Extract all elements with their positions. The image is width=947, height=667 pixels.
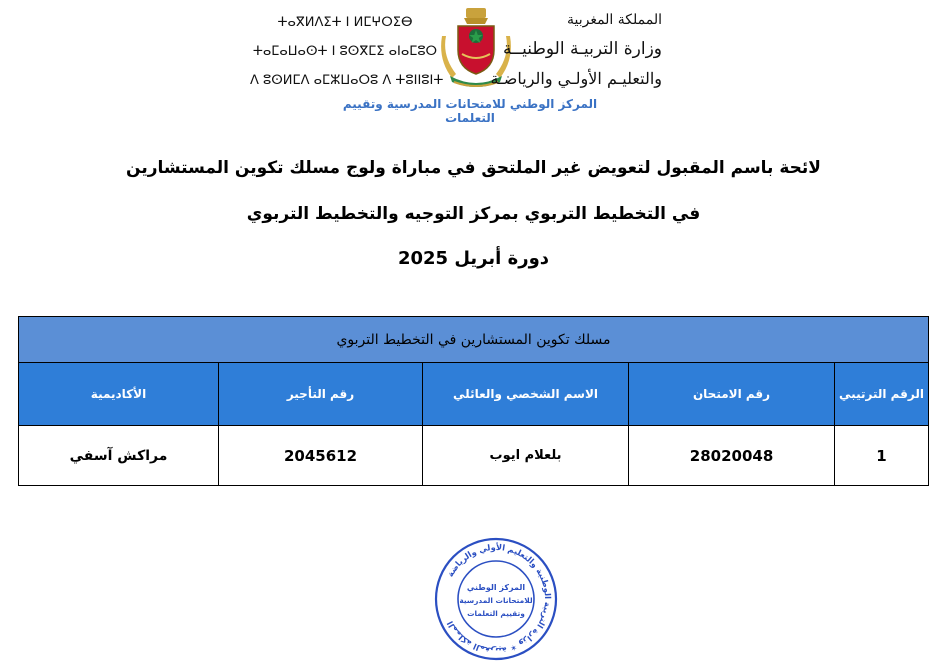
document-title-line-1: لائحة باسم المقبول لتعويض غير الملتحق في مباراة ولوج مسلك تكوين المستشارين <box>126 158 821 178</box>
column-header-rank: الرقم الترتيبي <box>835 363 929 426</box>
cell-exam-number: 28020048 <box>629 426 835 486</box>
column-header-exam-number: رقم الامتحان <box>629 363 835 426</box>
cell-full-name: بلعلام ايوب <box>423 426 629 486</box>
stamp-inner-line-1: المركز الوطني <box>466 583 526 592</box>
program-name: مسلك تكوين المستشارين في التخطيط التربوي <box>19 317 929 363</box>
tifinagh-line-1: ⵜⴰⴳⵍⴷⵉⵜ ⵏ ⵍⵎⵖⵔⵉⴱ <box>277 15 413 30</box>
column-header-academy: الأكاديمية <box>19 363 219 426</box>
ministry-name-tifinagh <box>250 8 444 95</box>
ministry-line-2: والتعليـم الأولـي والرياضـة <box>490 69 662 88</box>
table-row <box>19 426 929 486</box>
results-table <box>18 316 929 486</box>
table-header-row <box>19 363 929 426</box>
center-name: المركز الوطني للامتحانات المدرسية وتقييم التعلمات <box>342 97 598 125</box>
tifinagh-line-3: ⴷ ⵓⵙⵍⵎⴷ ⴰⵎⵣⵡⴰⵔⵓ ⴷ ⵜⵓⵏⵏⵓⵏⵜ <box>250 73 444 88</box>
ministry-name-arabic <box>490 6 662 93</box>
kingdom-name: المملكة المغربية <box>566 12 662 28</box>
cell-employment-number: 2045612 <box>219 426 423 486</box>
stamp-outer-text: المملكة المغربية ✶ وزارة التربية الوطنية والتعليم الأولي والرياضة <box>444 541 554 657</box>
official-stamp <box>433 536 559 662</box>
tifinagh-line-2: ⵜⴰⵎⴰⵡⴰⵙⵜ ⵏ ⵓⵙⴳⵎⵉ ⴰⵏⴰⵎⵓⵔ <box>252 44 438 59</box>
document-session: دورة أبريل 2025 <box>397 248 549 269</box>
ministry-line-1: وزارة التربيـة الوطنيــة <box>503 39 662 59</box>
document-title-line-2: في التخطيط التربوي بمركز التوجيه والتخطيط التربوي <box>246 204 701 224</box>
cell-rank: 1 <box>835 426 929 486</box>
stamp-inner-line-3: وتقييم التعلمات <box>467 609 525 618</box>
program-row <box>19 317 929 363</box>
stamp-inner-line-2: للامتحانات المدرسية <box>459 596 533 605</box>
cell-academy: مراكش آسفي <box>19 426 219 486</box>
column-header-employment-number: رقم التأجير <box>219 363 423 426</box>
column-header-full-name: الاسم الشخصي والعائلي <box>423 363 629 426</box>
